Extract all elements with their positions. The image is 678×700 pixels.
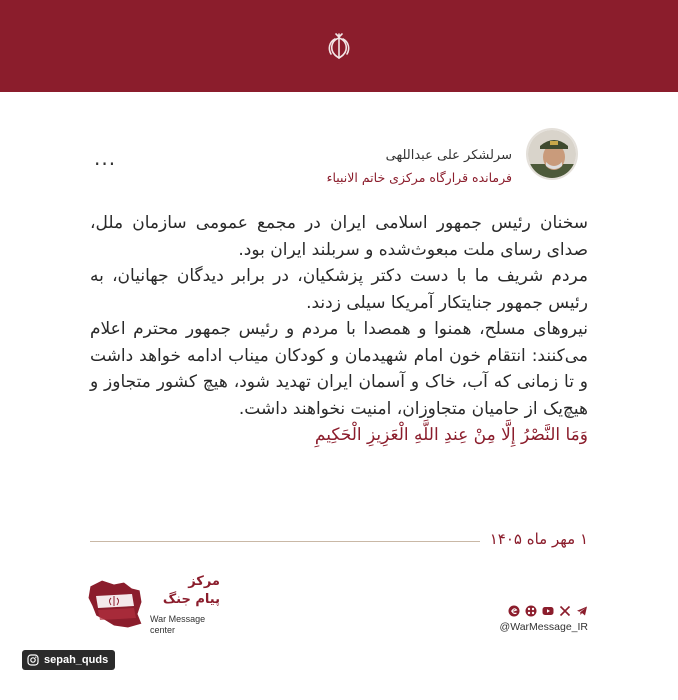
header-banner xyxy=(0,0,678,92)
x-icon[interactable] xyxy=(559,605,571,617)
post-body xyxy=(90,210,588,449)
aparat-icon[interactable] xyxy=(525,605,537,617)
logo-english-name xyxy=(150,614,230,636)
quran-verse: وَمَا النَّصْرُ إِلَّا مِنْ عِندِ اللَّهِ الْعَزِيزِ الْحَكِيمِ xyxy=(314,425,588,445)
instagram-icon xyxy=(27,654,39,666)
author-role: فرمانده قرارگاه مرکزی خاتم الانبیاء xyxy=(326,170,512,185)
youtube-icon[interactable] xyxy=(542,605,554,617)
war-message-map-logo-icon xyxy=(84,576,146,632)
social-icons xyxy=(508,604,588,618)
logo-en-line2: center xyxy=(150,625,176,635)
post-paragraph: مردم شریف ما با دست دکتر پزشکیان، در برابر دیدگان جهانیان، به رئیس جمهور جنایتکار آمریکا سیلی زدند. xyxy=(90,266,588,313)
logo-title-line1: مرکز xyxy=(188,574,220,589)
logo-en-line1: War Message xyxy=(150,614,206,624)
telegram-icon[interactable] xyxy=(576,605,588,617)
watermark-text: sepah_quds xyxy=(44,654,109,666)
iran-emblem-icon xyxy=(322,30,356,64)
post-date: ۱ مهر ماه ۱۴۰۵ xyxy=(480,530,588,548)
author-avatar[interactable] xyxy=(526,128,578,180)
more-options-icon[interactable]: ... xyxy=(94,146,117,170)
date-row xyxy=(90,530,588,554)
post-paragraph: نیروهای مسلح، همنوا و همصدا با مردم و رئیس جمهور محترم اعلام می‌کنند: انتقام خون امام شهیدمان و کودکان میناب ادامه خواهد داشت و تا زمانی که آب، خاک و آسمان ایران تهدید شود، هیچ کشور متجاوز و هیچ‌یک از حامیان متجاوزان، امنیت نخواهند داشت. xyxy=(90,319,588,419)
post-paragraph: سخنان رئیس جمهور اسلامی ایران در مجمع عمومی سازمان ملل، صدای رسای ملت مبعوث‌شده و سربلند ایران بود. xyxy=(90,213,588,260)
eitaa-icon[interactable] xyxy=(508,605,520,617)
watermark-badge xyxy=(22,650,115,670)
date-divider xyxy=(90,541,488,542)
social-handle[interactable]: @WarMessage_IR xyxy=(499,621,588,633)
logo-title-line2: پیام جنگ xyxy=(162,592,220,607)
author-name: سرلشکر علی عبداللهی xyxy=(385,148,512,163)
